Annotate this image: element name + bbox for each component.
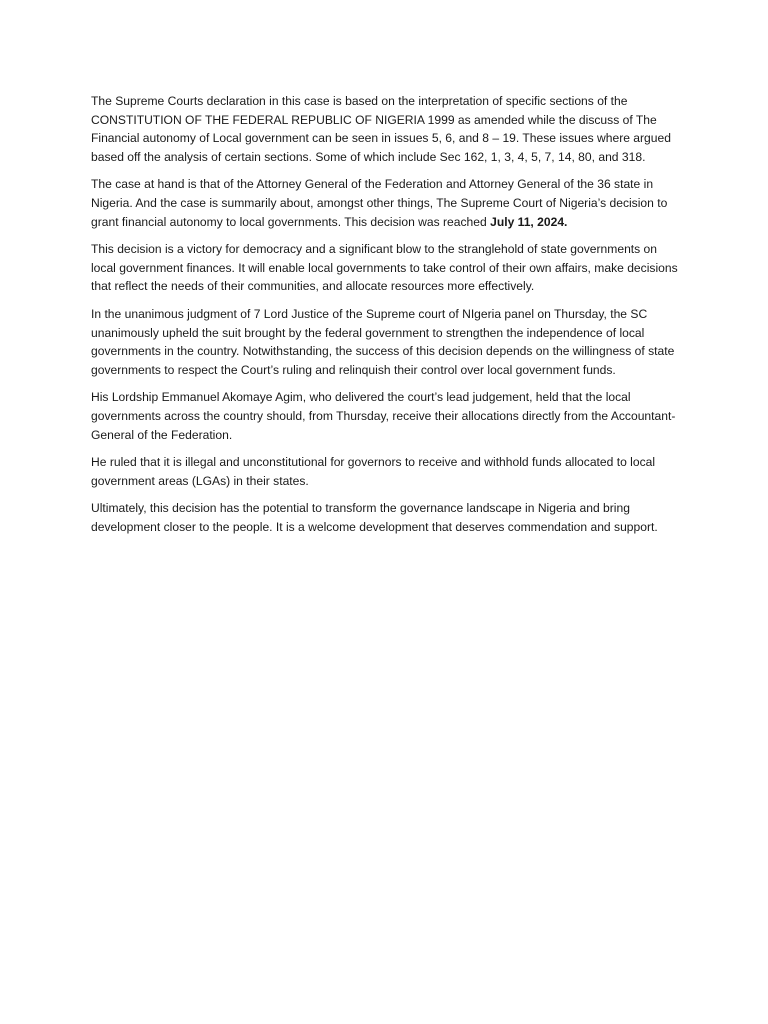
document-body: [91, 92, 679, 545]
paragraph-text: Ultimately, this decision has the potential to transform the governance landscape in Nigeria and bring development closer to the people. It is a welcome development that deserves commendation and support.: [91, 501, 658, 534]
paragraph-victory: [91, 240, 679, 296]
paragraph-text: The case at hand is that of the Attorney General of the Federation and Attorney General of the 36 state in Nigeria. And the case is summarily about, amongst other things, The Supreme Court of Nigeria’s decision to grant financial autonomy to local governments. This decision was reached: [91, 177, 668, 229]
paragraph-judgment: [91, 305, 679, 379]
paragraph-lead-judgement: [91, 388, 679, 444]
paragraph-conclusion: [91, 499, 679, 536]
paragraph-text: In the unanimous judgment of 7 Lord Justice of the Supreme court of NIgeria panel on Thursday, the SC unanimously upheld the suit brought by the federal government to strengthen the independence of local governments in the country. Notwithstanding, the success of this decision depends on the willingness of state governments to respect the Court’s ruling and relinquish their control over local government funds.: [91, 306, 675, 377]
paragraph-text: His Lordship Emmanuel Akomaye Agim, who delivered the court’s lead judgement, held that the local governments across the country should, from Thursday, receive their allocations directly from the Accountant-General of the Federation.: [91, 390, 676, 442]
paragraph-text: This decision is a victory for democracy and a significant blow to the stranglehold of state governments on local government finances. It will enable local governments to take control of their own affairs, make decisions that reflect the needs of their communities, and allocate resources more effectively.: [91, 242, 678, 294]
paragraph-constitution: [91, 92, 679, 166]
paragraph-text: The Supreme Courts declaration in this case is based on the interpretation of specific sections of the CONSTITUTION OF THE FEDERAL REPUBLIC OF NIGERIA 1999 as amended while the discuss of The Financial autonomy of Local government can be seen in issues 5, 6, and 8 – 19. These issues where argued based off the analysis of certain sections. Some of which include Sec 162, 1, 3, 4, 5, 7, 14, 80, and 318.: [91, 94, 671, 164]
paragraph-text: He ruled that it is illegal and unconstitutional for governors to receive and withhold funds allocated to local government areas (LGAs) in their states.: [91, 455, 656, 488]
paragraph-case-summary: [91, 175, 679, 231]
paragraph-ruling: [91, 453, 679, 490]
decision-date: July 11, 2024.: [490, 214, 568, 229]
